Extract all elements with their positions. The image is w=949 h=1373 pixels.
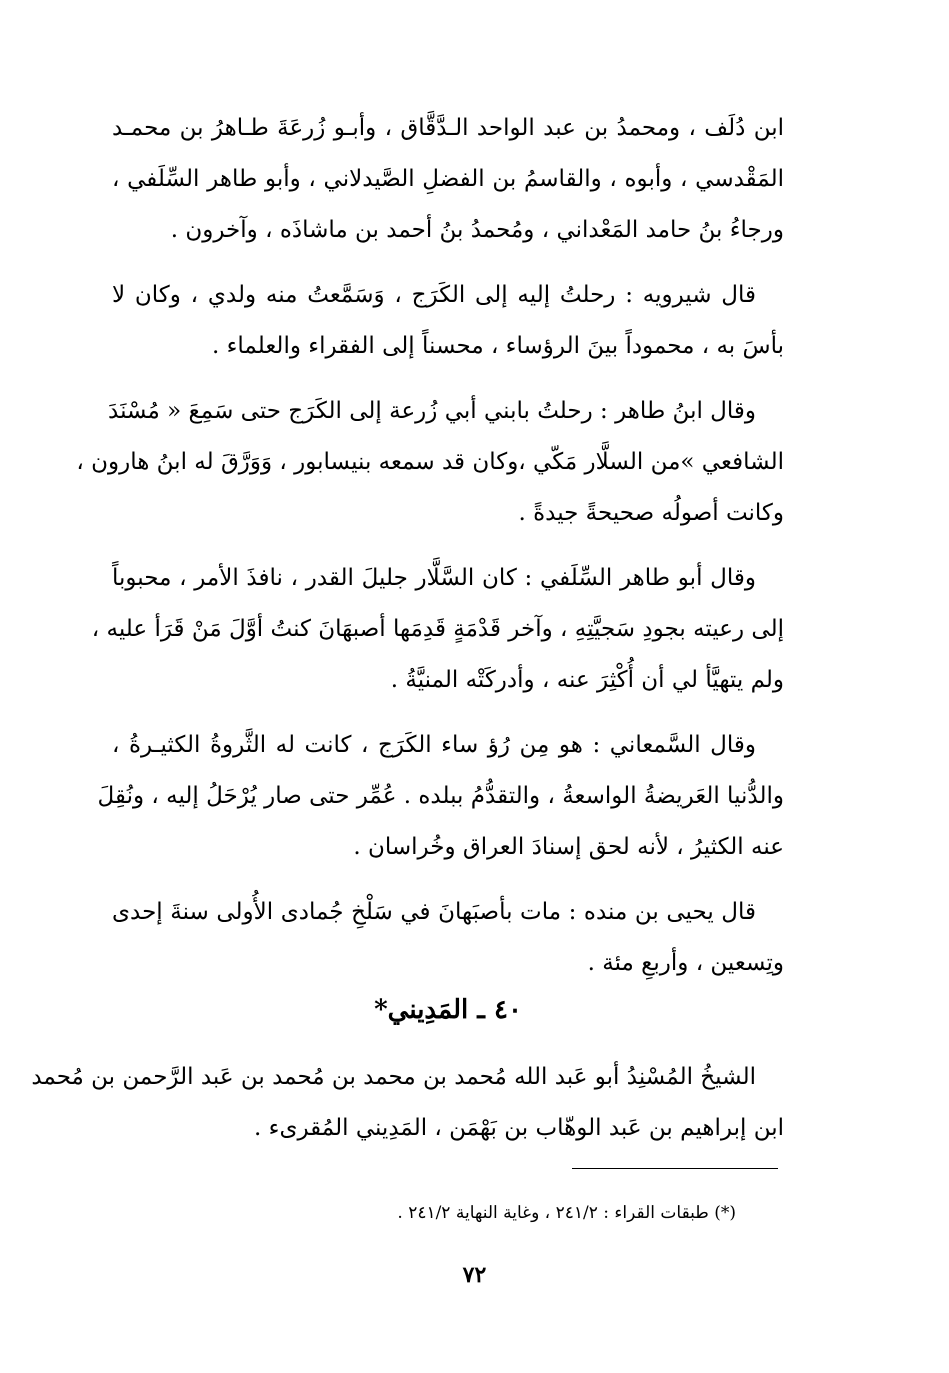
paragraph <box>97 720 784 873</box>
body-text <box>76 103 784 989</box>
text-line: وقال ابنُ طاهر : رحلتُ بابني أبي زُرعة إلى الكَرَج حتى سَمِعَ « مُسْنَدَ <box>108 398 756 424</box>
text-line: قال يحيى بن منده : مات بأصبَهانَ في سَلْخِ جُمادى الأُولى سنةَ إحدى <box>112 899 756 925</box>
text-line: عنه الكثيرُ ، لأنه لحق إسنادَ العراق وخُراسان . <box>353 834 784 860</box>
paragraph <box>112 887 784 989</box>
text-line: إلى رعيته بجودِ سَجيَّتِهِ ، وآخر قَدْمَةٍ قَدِمَها أصبهَانَ كنتُ أوَّلَ مَنْ قَرَأ عليه ، <box>91 616 784 642</box>
paragraph <box>112 103 784 256</box>
entry-text <box>31 1052 784 1154</box>
text-line: وكانت أصولُه صحيحةً جيدةً . <box>518 500 784 526</box>
paragraph <box>91 553 784 706</box>
text-line: والدُّنيا العَريضةُ الواسعةُ ، والتقدُّمُ ببلده . عُمِّر حتى صار يُرْحَلُ إليه ، ونُقِلَ <box>97 783 784 809</box>
text-line: ورجاءُ بنُ حامد المَعْداني ، ومُحمدُ بنُ أحمد بن ماشاذَه ، وآخرون . <box>170 217 784 243</box>
text-line: بأسَ به ، محموداً بينَ الرؤساء ، محسناً إلى الفقراء والعلماء . <box>211 333 784 359</box>
text-line: قال شيرويه : رحلتُ إليه إلى الكَرَج ، وَسَمَّعتُ منه ولدي ، وكان لا <box>112 282 756 308</box>
text-line: ابن إبراهيم بن عَبد الوهّاب بن بَهْمَن ، المَدِيني المُقرىء . <box>254 1115 784 1141</box>
text-line: المَقْدسي ، وأبوه ، والقاسمُ بن الفضلِ الصَّيدلاني ، وأبو طاهر السِّلَفي ، <box>112 166 784 192</box>
text-line: ولم يتهيَّأ لي أن أُكْثِرَ عنه ، وأدركَتْه المنيَّةُ . <box>390 667 784 693</box>
paragraph <box>76 386 784 539</box>
paragraph <box>31 1052 784 1154</box>
text-line: وقال السَّمعاني : هو مِن رُؤ ساء الكَرَج ، كانت له الثَّروةُ الكثيـرةُ ، <box>112 732 756 758</box>
page-number: ٧٢ <box>462 1262 487 1288</box>
text-line: ابن دُلَف ، ومحمدُ بن عبد الواحد الـدَّقَّاق ، وأبـو زُرعَةَ طـاهرُ بن محمـد <box>112 115 784 141</box>
text-line: الشافعي »من السلَّار مَكّي ،وكان قد سمعه بنيسابور ، وَوَرَّقَ له ابنُ هارون ، <box>76 449 784 475</box>
paragraph <box>112 270 784 372</box>
text-line: وقال أبو طاهر السِّلَفي : كان السَّلَّار جليلَ القدر ، نافذَ الأمر ، محبوباً <box>112 565 756 591</box>
footnote-divider <box>572 1168 778 1169</box>
entry-heading: ٤٠ ـ المَدِيني* <box>374 995 522 1025</box>
text-line: الشيخُ المُسْنِدُ أبو عَبد الله مُحمد بن محمد بن مُحمد بن عَبد الرَّحمن بن مُحمد <box>31 1064 756 1090</box>
text-line: وتِسعين ، وأربعِ مئة . <box>587 950 784 976</box>
footnote: (*) طبقات القراء : ٢٤١/٢ ، وغاية النهاية ٢٤١/٢ . <box>397 1203 736 1223</box>
